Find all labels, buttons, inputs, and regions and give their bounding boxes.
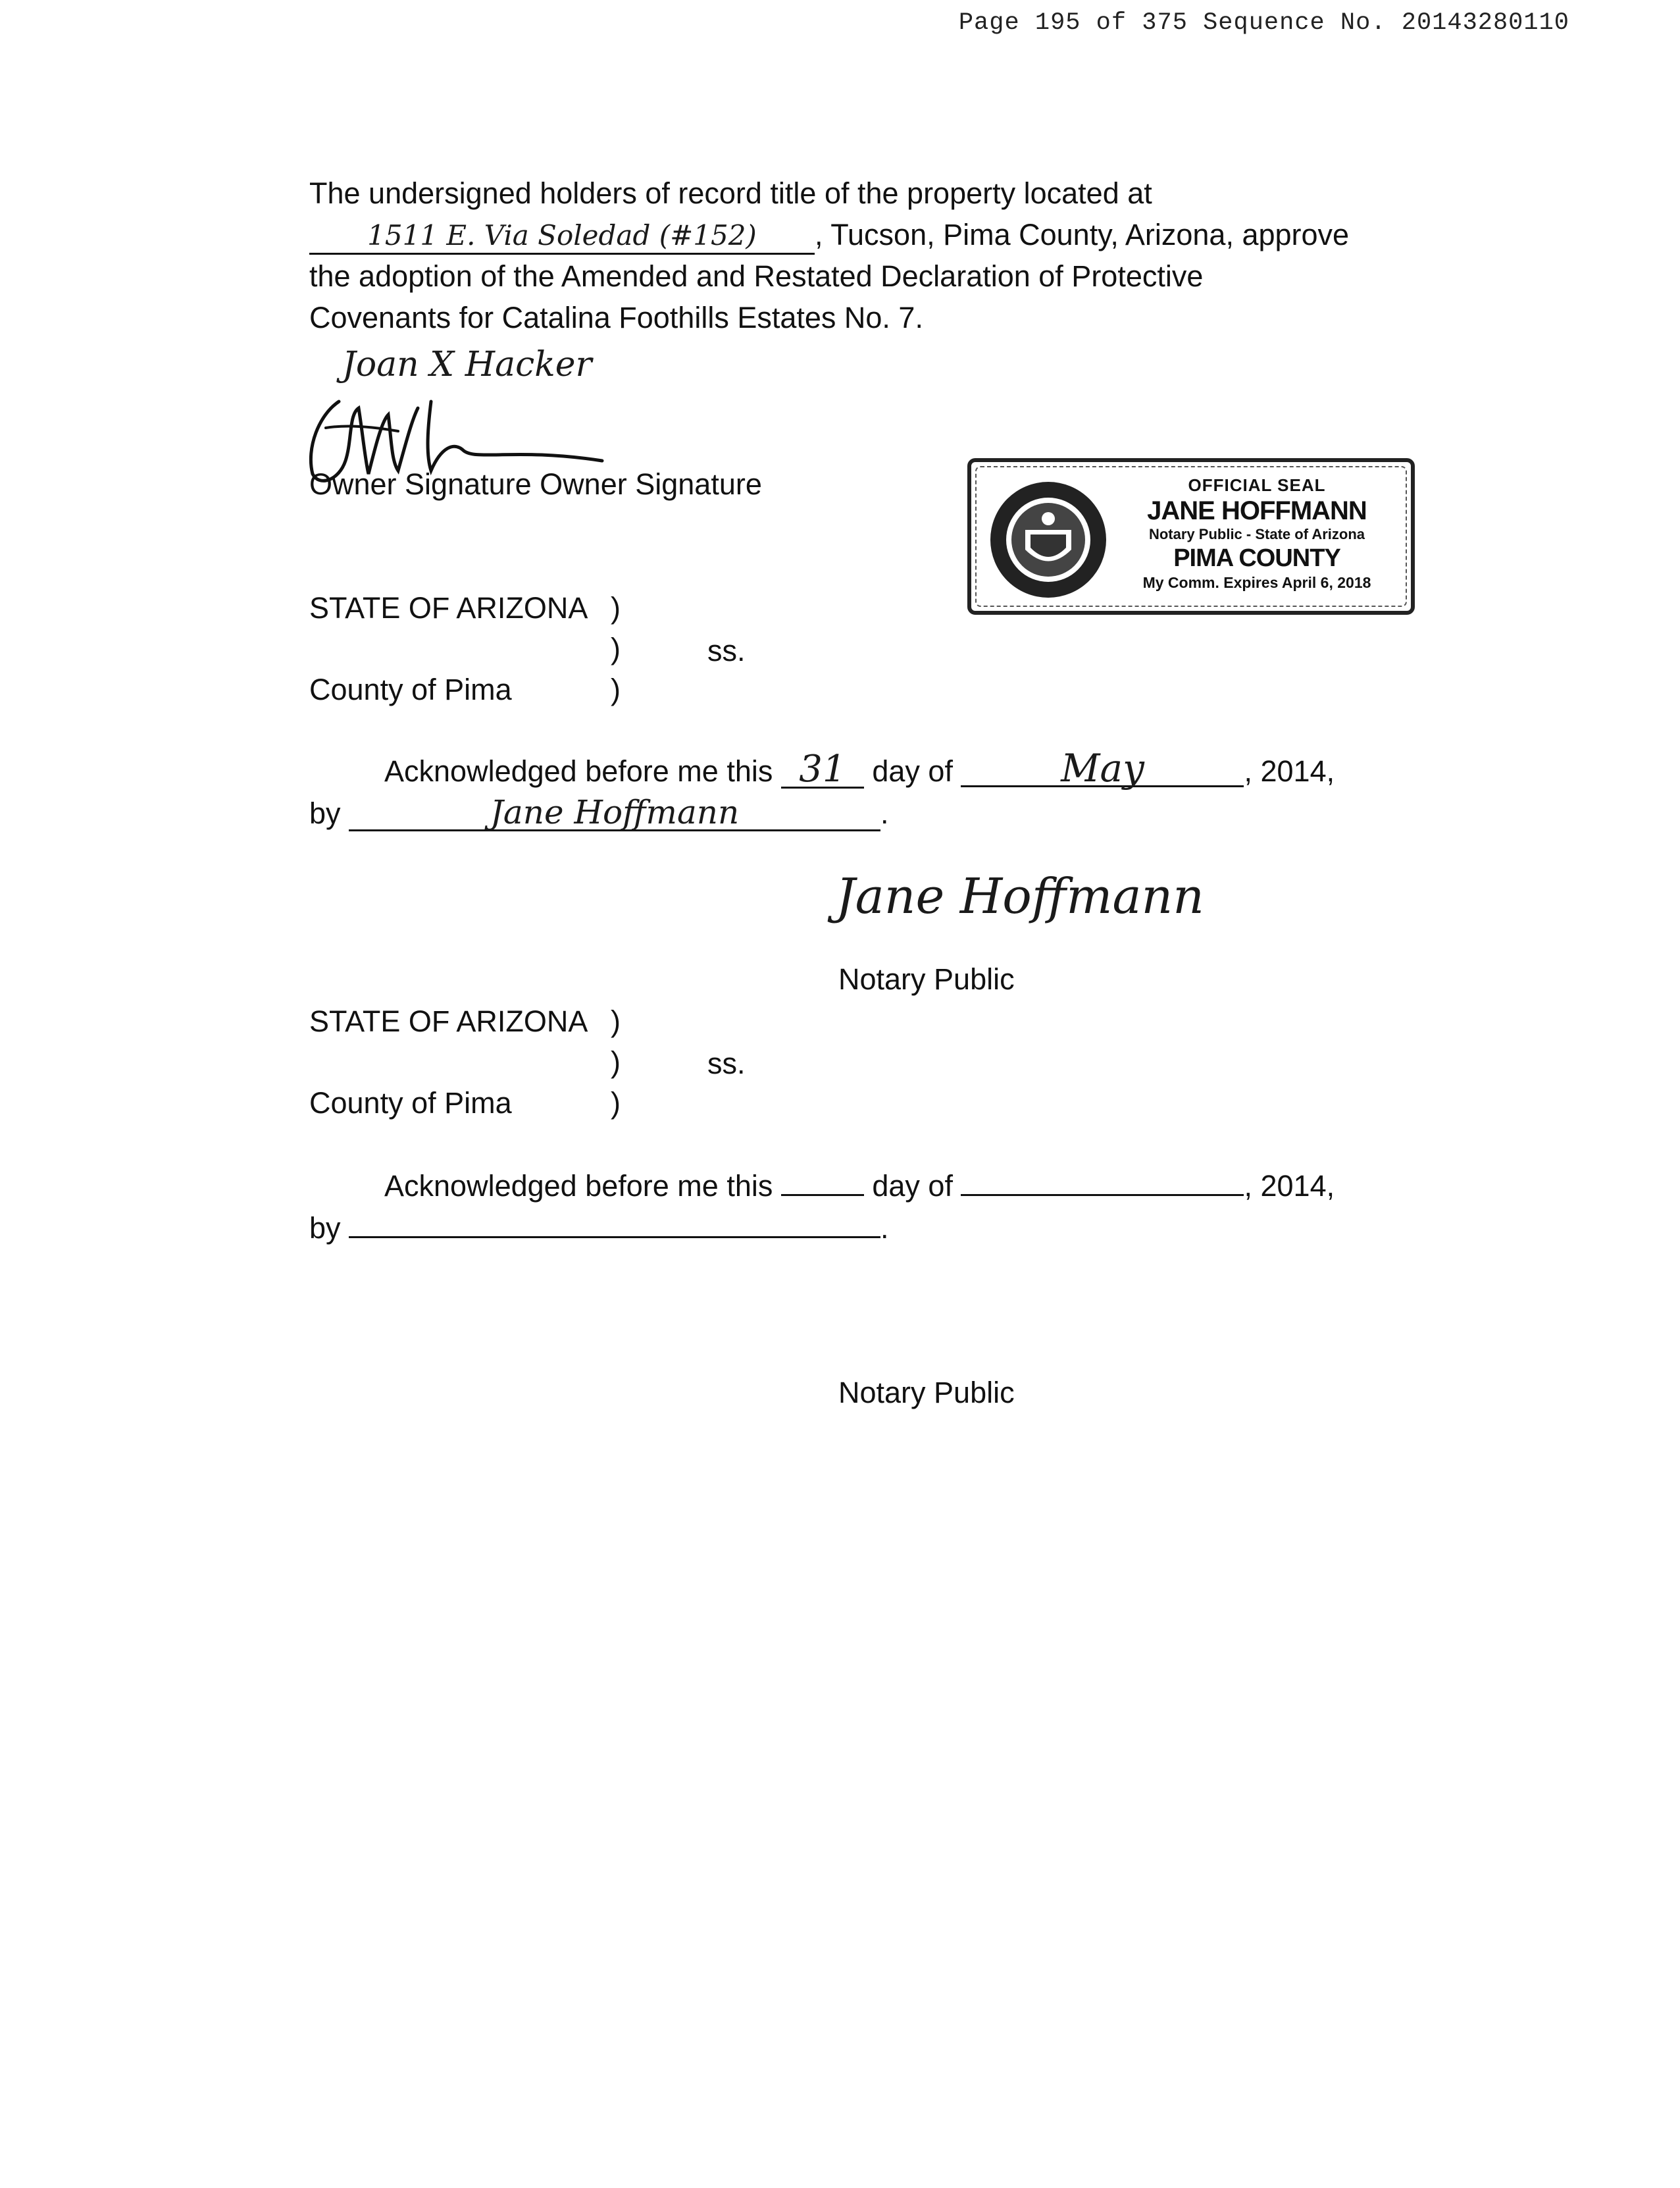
- ack-2-suffix: , 2014,: [1244, 1169, 1335, 1203]
- ack-2-line: [384, 1165, 1335, 1207]
- ack-2-day-field[interactable]: [781, 1168, 864, 1196]
- ack-1-by-line: [309, 793, 889, 835]
- ack-2-mid: day of: [872, 1169, 953, 1203]
- seal-line-4: PIMA COUNTY: [1173, 544, 1340, 572]
- notary-1-label: Notary Public: [838, 962, 1015, 996]
- ack-1-prefix: Acknowledged before me this: [384, 754, 773, 788]
- venue-2-paren-3: ): [611, 1086, 621, 1120]
- intro-line-4: [309, 297, 1372, 338]
- seal-text-block: [1109, 474, 1404, 592]
- ack-1-by-label: by: [309, 796, 341, 830]
- ack-2-month-field[interactable]: [961, 1168, 1244, 1196]
- ack-1-suffix: , 2014,: [1244, 754, 1335, 788]
- venue-1-paren-2: ): [611, 632, 621, 665]
- ack-1-by-field: Jane Hoffmann: [349, 795, 880, 831]
- venue-1-paren-1: ): [611, 591, 621, 625]
- property-address-field: 1511 E. Via Soledad (#152): [309, 219, 815, 255]
- arizona-state-seal-icon: [986, 474, 1111, 606]
- venue-2-ss: ss.: [707, 1047, 746, 1080]
- seal-line-5: My Comm. Expires April 6, 2018: [1142, 574, 1371, 591]
- ack-2-period: .: [880, 1211, 889, 1245]
- owner-signature-label: Owner Signature Owner Signature: [309, 467, 762, 501]
- intro-line-3: [309, 255, 1372, 297]
- venue-1-ss: ss.: [707, 634, 746, 667]
- intro-line-1: [309, 172, 1372, 214]
- venue-2-paren-1: ): [611, 1004, 621, 1038]
- page-sequence-header: Page 195 of 375 Sequence No. 20143280110: [958, 9, 1569, 37]
- ack-2-by-line: [309, 1207, 889, 1249]
- venue-1-paren-3: ): [611, 673, 621, 706]
- ack-1-month-field: May: [961, 751, 1244, 787]
- ack-2-by-label: by: [309, 1211, 341, 1245]
- ack-2-prefix: Acknowledged before me this: [384, 1169, 773, 1203]
- ack-1-line: [384, 746, 1335, 793]
- ack-1-period: .: [880, 796, 889, 830]
- ack-1-mid: day of: [872, 754, 953, 788]
- venue-2-state: STATE OF ARIZONA: [309, 1004, 588, 1038]
- venue-1-county: County of Pima: [309, 673, 512, 706]
- intro-line-1-text: The undersigned holders of record title of the property located at: [309, 176, 1152, 210]
- venue-2-county: County of Pima: [309, 1086, 512, 1120]
- notary-1-signature: Jane Hoffmann: [836, 868, 1204, 925]
- intro-line-2: [309, 214, 1372, 255]
- owner-signature-1-text: Joan X Hacker: [342, 345, 592, 384]
- notary-2-label: Notary Public: [838, 1376, 1015, 1409]
- venue-2-paren-2: ): [611, 1045, 621, 1079]
- seal-line-1: OFFICIAL SEAL: [1188, 475, 1326, 495]
- seal-line-2: JANE HOFFMANN: [1147, 496, 1367, 525]
- intro-paragraph: [309, 172, 1372, 338]
- seal-line-3: Notary Public - State of Arizona: [1148, 526, 1365, 542]
- intro-line-3-text: the adoption of the Amended and Restated Declaration of Protective: [309, 259, 1204, 293]
- ack-2-by-field[interactable]: [349, 1210, 880, 1238]
- intro-line-4-text: Covenants for Catalina Foothills Estates No. 7.: [309, 301, 923, 334]
- notary-seal-stamp: [967, 458, 1415, 615]
- venue-1-state: STATE OF ARIZONA: [309, 591, 588, 625]
- ack-1-day-field: 31: [781, 752, 864, 789]
- intro-line-2-text: , Tucson, Pima County, Arizona, approve: [815, 218, 1350, 251]
